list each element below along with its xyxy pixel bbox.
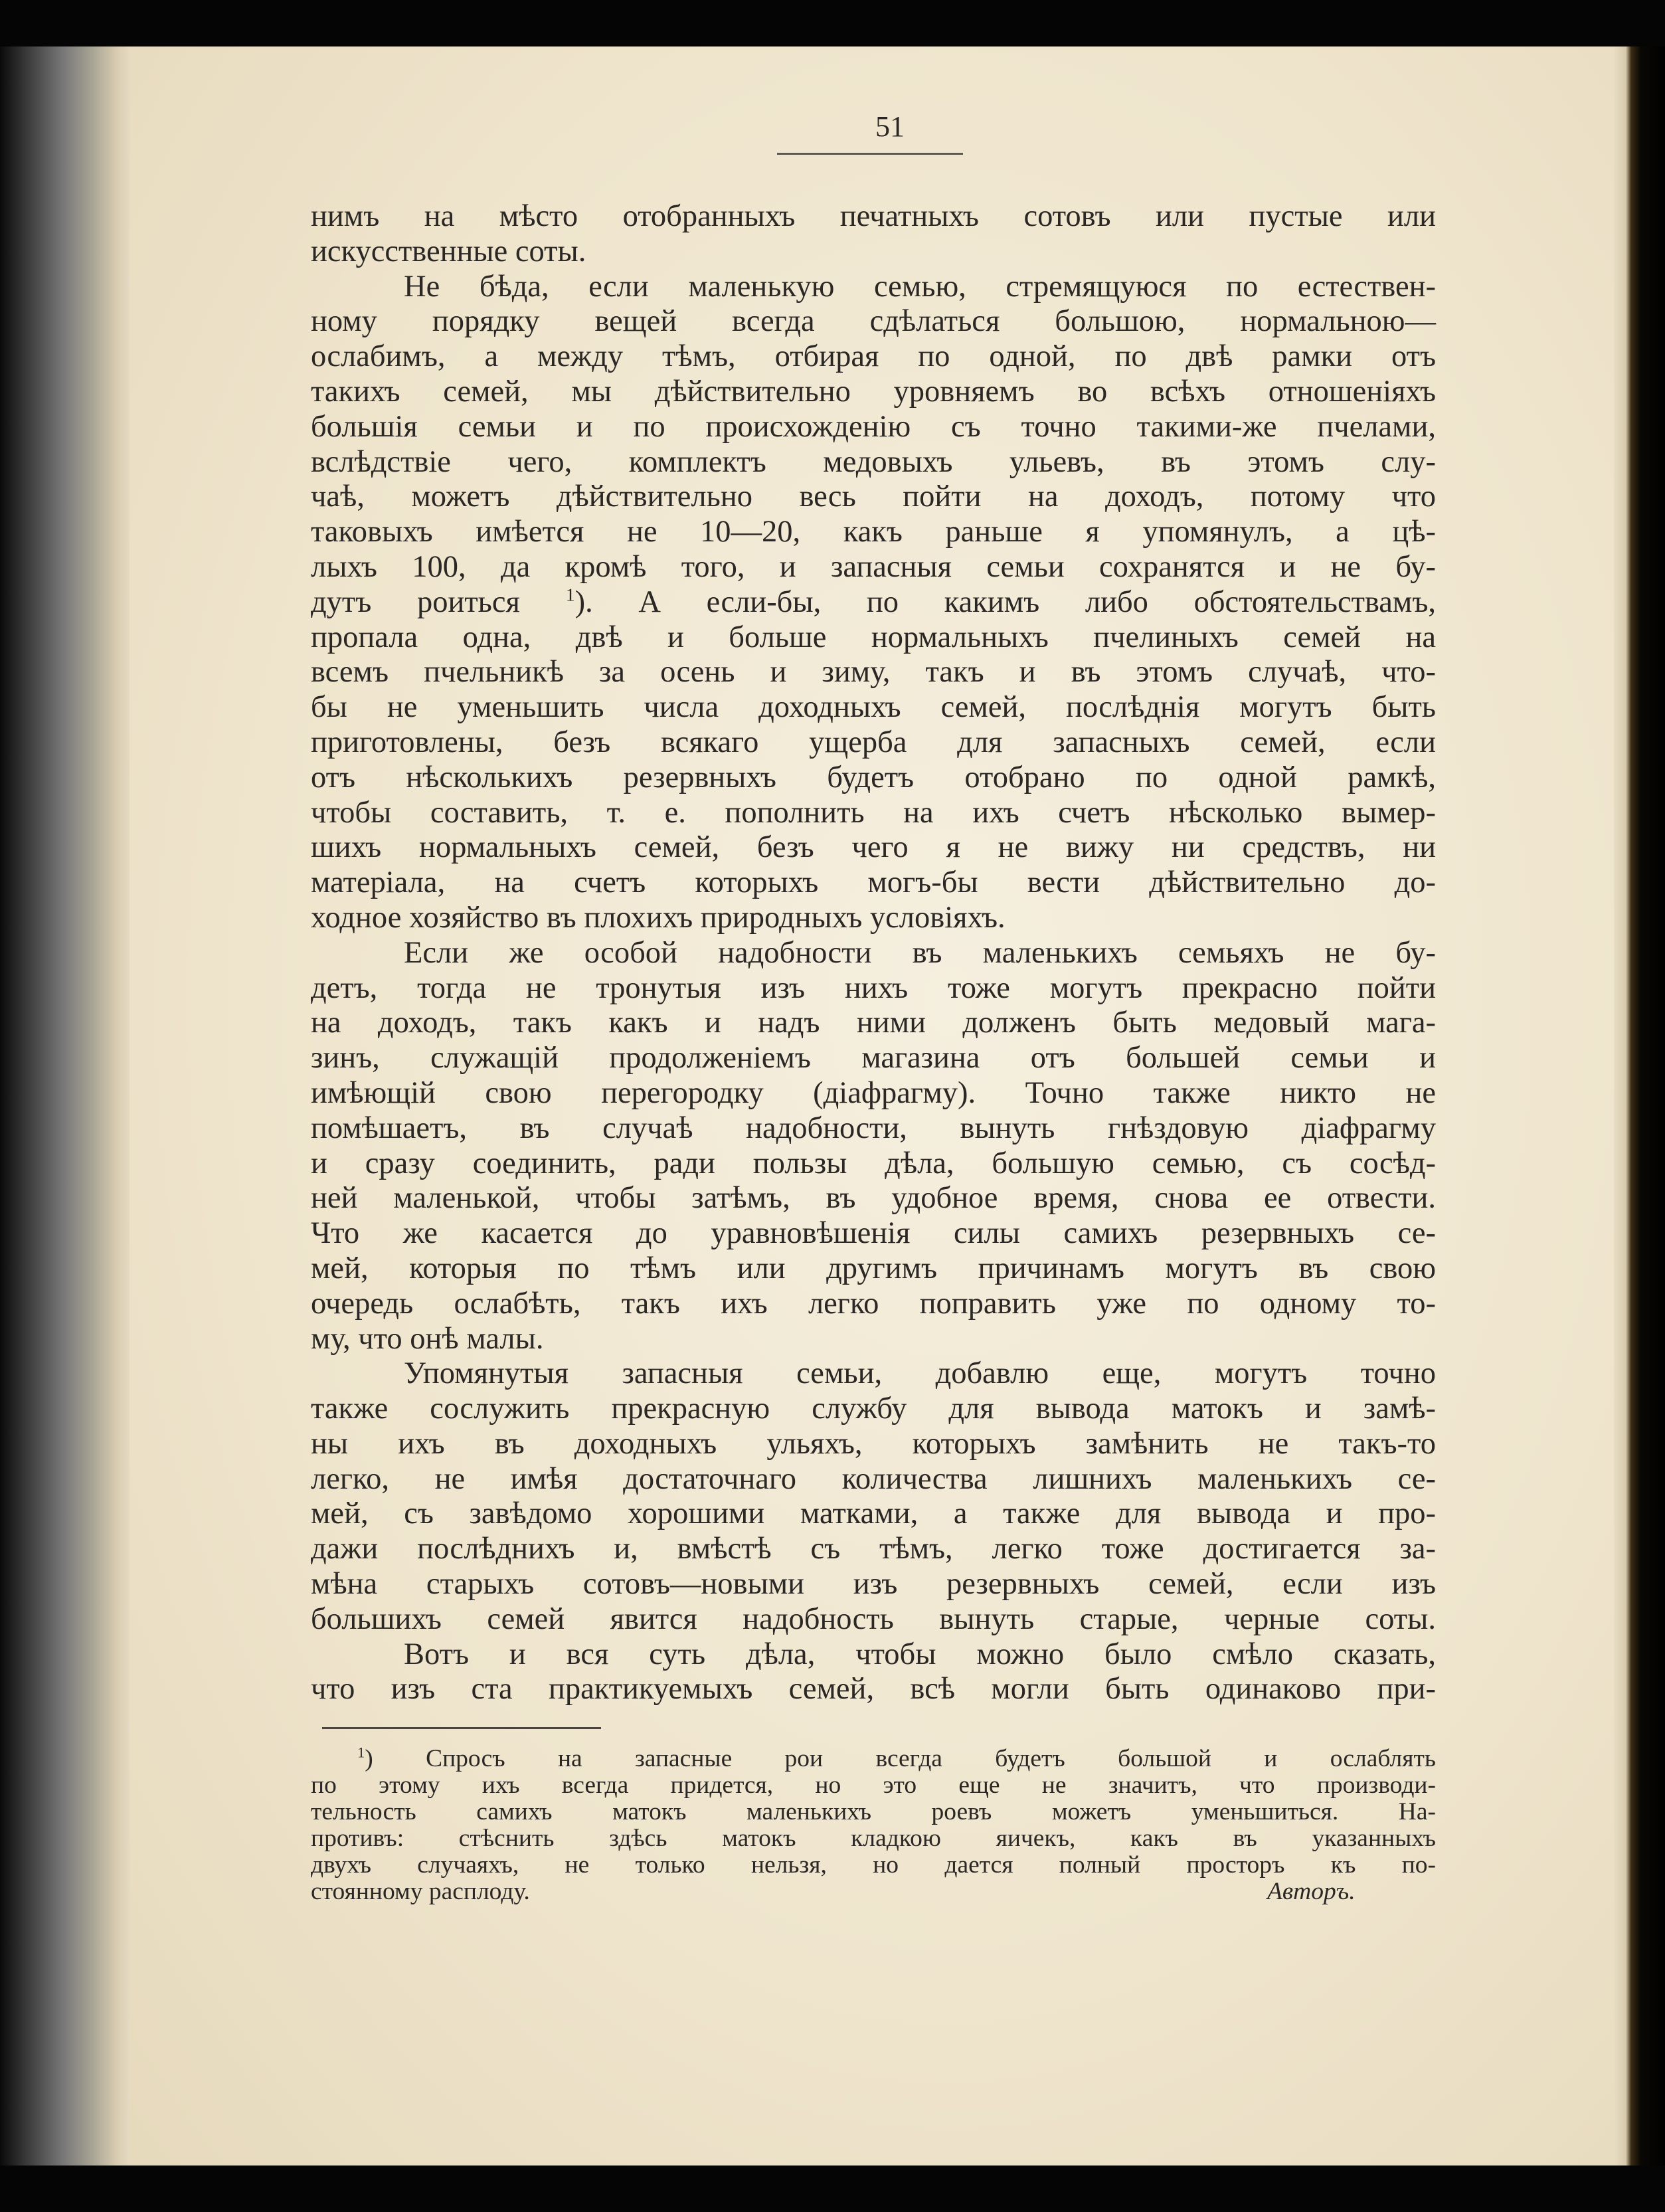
text-line: чаѣ, можетъ дѣйствительно весь пойти на доходъ, потому что <box>311 480 1436 514</box>
text-line: чтобы составить, т. е. пополнить на ихъ счетъ нѣсколько вымер- <box>311 795 1436 830</box>
text-fragment: дутъ роиться <box>311 585 520 619</box>
footnote-signature: Авторъ. <box>1267 1878 1356 1905</box>
text-line: помѣшаетъ, въ случаѣ надобности, вынуть гнѣздовую діафрагму <box>311 1111 1436 1145</box>
text-line: искусственные соты. <box>311 234 586 268</box>
text-line: имѣющій свою перегородку (діафрагму). Точно также никто не <box>311 1075 1436 1110</box>
text-line: на доходъ, такъ какъ и надъ ними долженъ быть медовый мага- <box>311 1006 1436 1040</box>
header-rule <box>777 153 963 155</box>
text-fragment: стоянному расплоду. <box>311 1878 530 1905</box>
text-line: Вотъ и вся суть дѣла, чтобы можно было смѣло сказать, <box>404 1637 1436 1671</box>
text-line: такихъ семей, мы дѣйствительно уровняемъ во всѣхъ отношеніяхъ <box>311 374 1436 409</box>
text-line: вслѣдствіе чего, комплектъ медовыхъ ульевъ, въ этомъ слу- <box>311 444 1436 479</box>
text-line: ны ихъ въ доходныхъ ульяхъ, которыхъ замѣнить не такъ-то <box>311 1426 1436 1461</box>
text-line: ному порядку вещей всегда сдѣлаться большою, нормальною— <box>311 304 1436 339</box>
text-line: отъ нѣсколькихъ резервныхъ будетъ отобрано по одной рамкѣ, <box>311 760 1436 794</box>
text-line: пропала одна, двѣ и больше нормальныхъ пчелиныхъ семей на <box>311 620 1436 654</box>
text-line: большія семьи и по происхожденію съ точно такими-же пчелами, <box>311 409 1436 444</box>
page-edge-right <box>1614 46 1665 2166</box>
text-line: и сразу соединить, ради пользы дѣла, большую семью, съ сосѣд- <box>311 1146 1436 1180</box>
text-line: что изъ ста практикуемыхъ семей, всѣ могли быть одинаково при- <box>311 1672 1436 1706</box>
text-line: мѣна старыхъ сотовъ—новыми изъ резервныхъ семей, если изъ <box>311 1567 1436 1602</box>
footnote-line: двухъ случаяхъ, не только нельзя, но дается полный просторъ къ по- <box>311 1851 1436 1879</box>
text-line: ней маленькой, чтобы затѣмъ, въ удобное время, снова ее отвести. <box>311 1181 1436 1216</box>
text-line: зинъ, служащій продолженіемъ магазина отъ большей семьи и <box>311 1041 1436 1075</box>
text-fragment: ) Спросъ на запасные рои всегда будетъ большой и ослаблять <box>365 1745 1436 1772</box>
text-line: лыхъ 100, да кромѣ того, и запасныя семьи сохранятся и не бу- <box>311 549 1436 584</box>
text-line: детъ, тогда не тронутыя изъ нихъ тоже могутъ прекрасно пойти <box>311 970 1436 1005</box>
text-line: шихъ нормальныхъ семей, безъ чего я не вижу ни средствъ, ни <box>311 830 1436 865</box>
footnote-rule <box>322 1727 601 1729</box>
scan-border-top <box>0 0 1665 46</box>
text-line: всемъ пчельникѣ за осень и зиму, такъ и въ этомъ случаѣ, что- <box>311 655 1436 690</box>
footnote-line: противъ: стѣснить здѣсь матокъ кладкою яичекъ, какъ въ указанныхъ <box>311 1825 1436 1852</box>
footnote-reference: 1 <box>565 585 575 606</box>
text-line: бы не уменьшить числа доходныхъ семей, послѣднія могутъ быть <box>311 690 1436 725</box>
text-line: Упомянутыя запасныя семьи, добавлю еще, могутъ точно <box>404 1356 1436 1391</box>
footnote-last-line <box>311 1879 1436 1905</box>
text-line: Не бѣда, если маленькую семью, стремящуюся по естествен- <box>404 269 1436 304</box>
text-line: мей, съ завѣдомо хорошими матками, а также для вывода и про- <box>311 1497 1436 1531</box>
text-line: мей, которыя по тѣмъ или другимъ причинамъ могутъ въ свою <box>311 1251 1436 1285</box>
text-line: му, что онѣ малы. <box>311 1321 544 1356</box>
text-line: также сослужить прекрасную службу для вывода матокъ и замѣ- <box>311 1392 1436 1426</box>
text-line: Если же особой надобности въ маленькихъ семьяхъ не бу- <box>404 935 1436 970</box>
footnote-line: тельность самихъ матокъ маленькихъ роевъ можетъ уменьшиться. На- <box>311 1798 1436 1825</box>
book-spine-shadow <box>0 46 139 2166</box>
body-text <box>311 199 1436 1707</box>
text-line: Что же касается до уравновѣшенія силы самихъ резервныхъ се- <box>311 1216 1436 1251</box>
text-line: приготовлены, безъ всякаго ущерба для запасныхъ семей, если <box>311 725 1436 759</box>
text-line: дажи послѣднихъ и, вмѣстѣ съ тѣмъ, легко тоже достигается за- <box>311 1532 1436 1566</box>
text-line: матеріала, на счетъ которыхъ могъ-бы вести дѣйствительно до- <box>311 866 1436 900</box>
footnote-line <box>311 1746 1436 1772</box>
text-line: очередь ослабѣть, такъ ихъ легко поправить уже по одному то- <box>311 1286 1436 1321</box>
text-line: таковыхъ имѣется не 10—20, какъ раньше я упомянулъ, а цѣ- <box>311 515 1436 549</box>
footnote-line: по этому ихъ всегда придется, но это еще не значитъ, что производи- <box>311 1772 1436 1799</box>
footnote-marker: 1 <box>357 1744 365 1761</box>
text-fragment: ). А если-бы, по какимъ либо обстоятельствамъ, <box>574 585 1437 619</box>
text-line: ослабимъ, а между тѣмъ, отбирая по одной, по двѣ рамки отъ <box>311 339 1436 374</box>
text-line: большихъ семей явится надобность вынуть старые, черные соты. <box>311 1602 1436 1636</box>
text-line: нимъ на мѣсто отобранныхъ печатныхъ сотовъ или пустые или <box>311 199 1436 233</box>
scan-border-bottom <box>0 2166 1665 2212</box>
text-line: ходное хозяйство въ плохихъ природныхъ условіяхъ. <box>311 900 1006 935</box>
page-number: 51 <box>875 110 905 143</box>
footnote <box>311 1746 1436 1905</box>
text-line-with-note-ref <box>311 585 1436 620</box>
text-line: легко, не имѣя достаточнаго количества лишнихъ маленькихъ се- <box>311 1461 1436 1496</box>
